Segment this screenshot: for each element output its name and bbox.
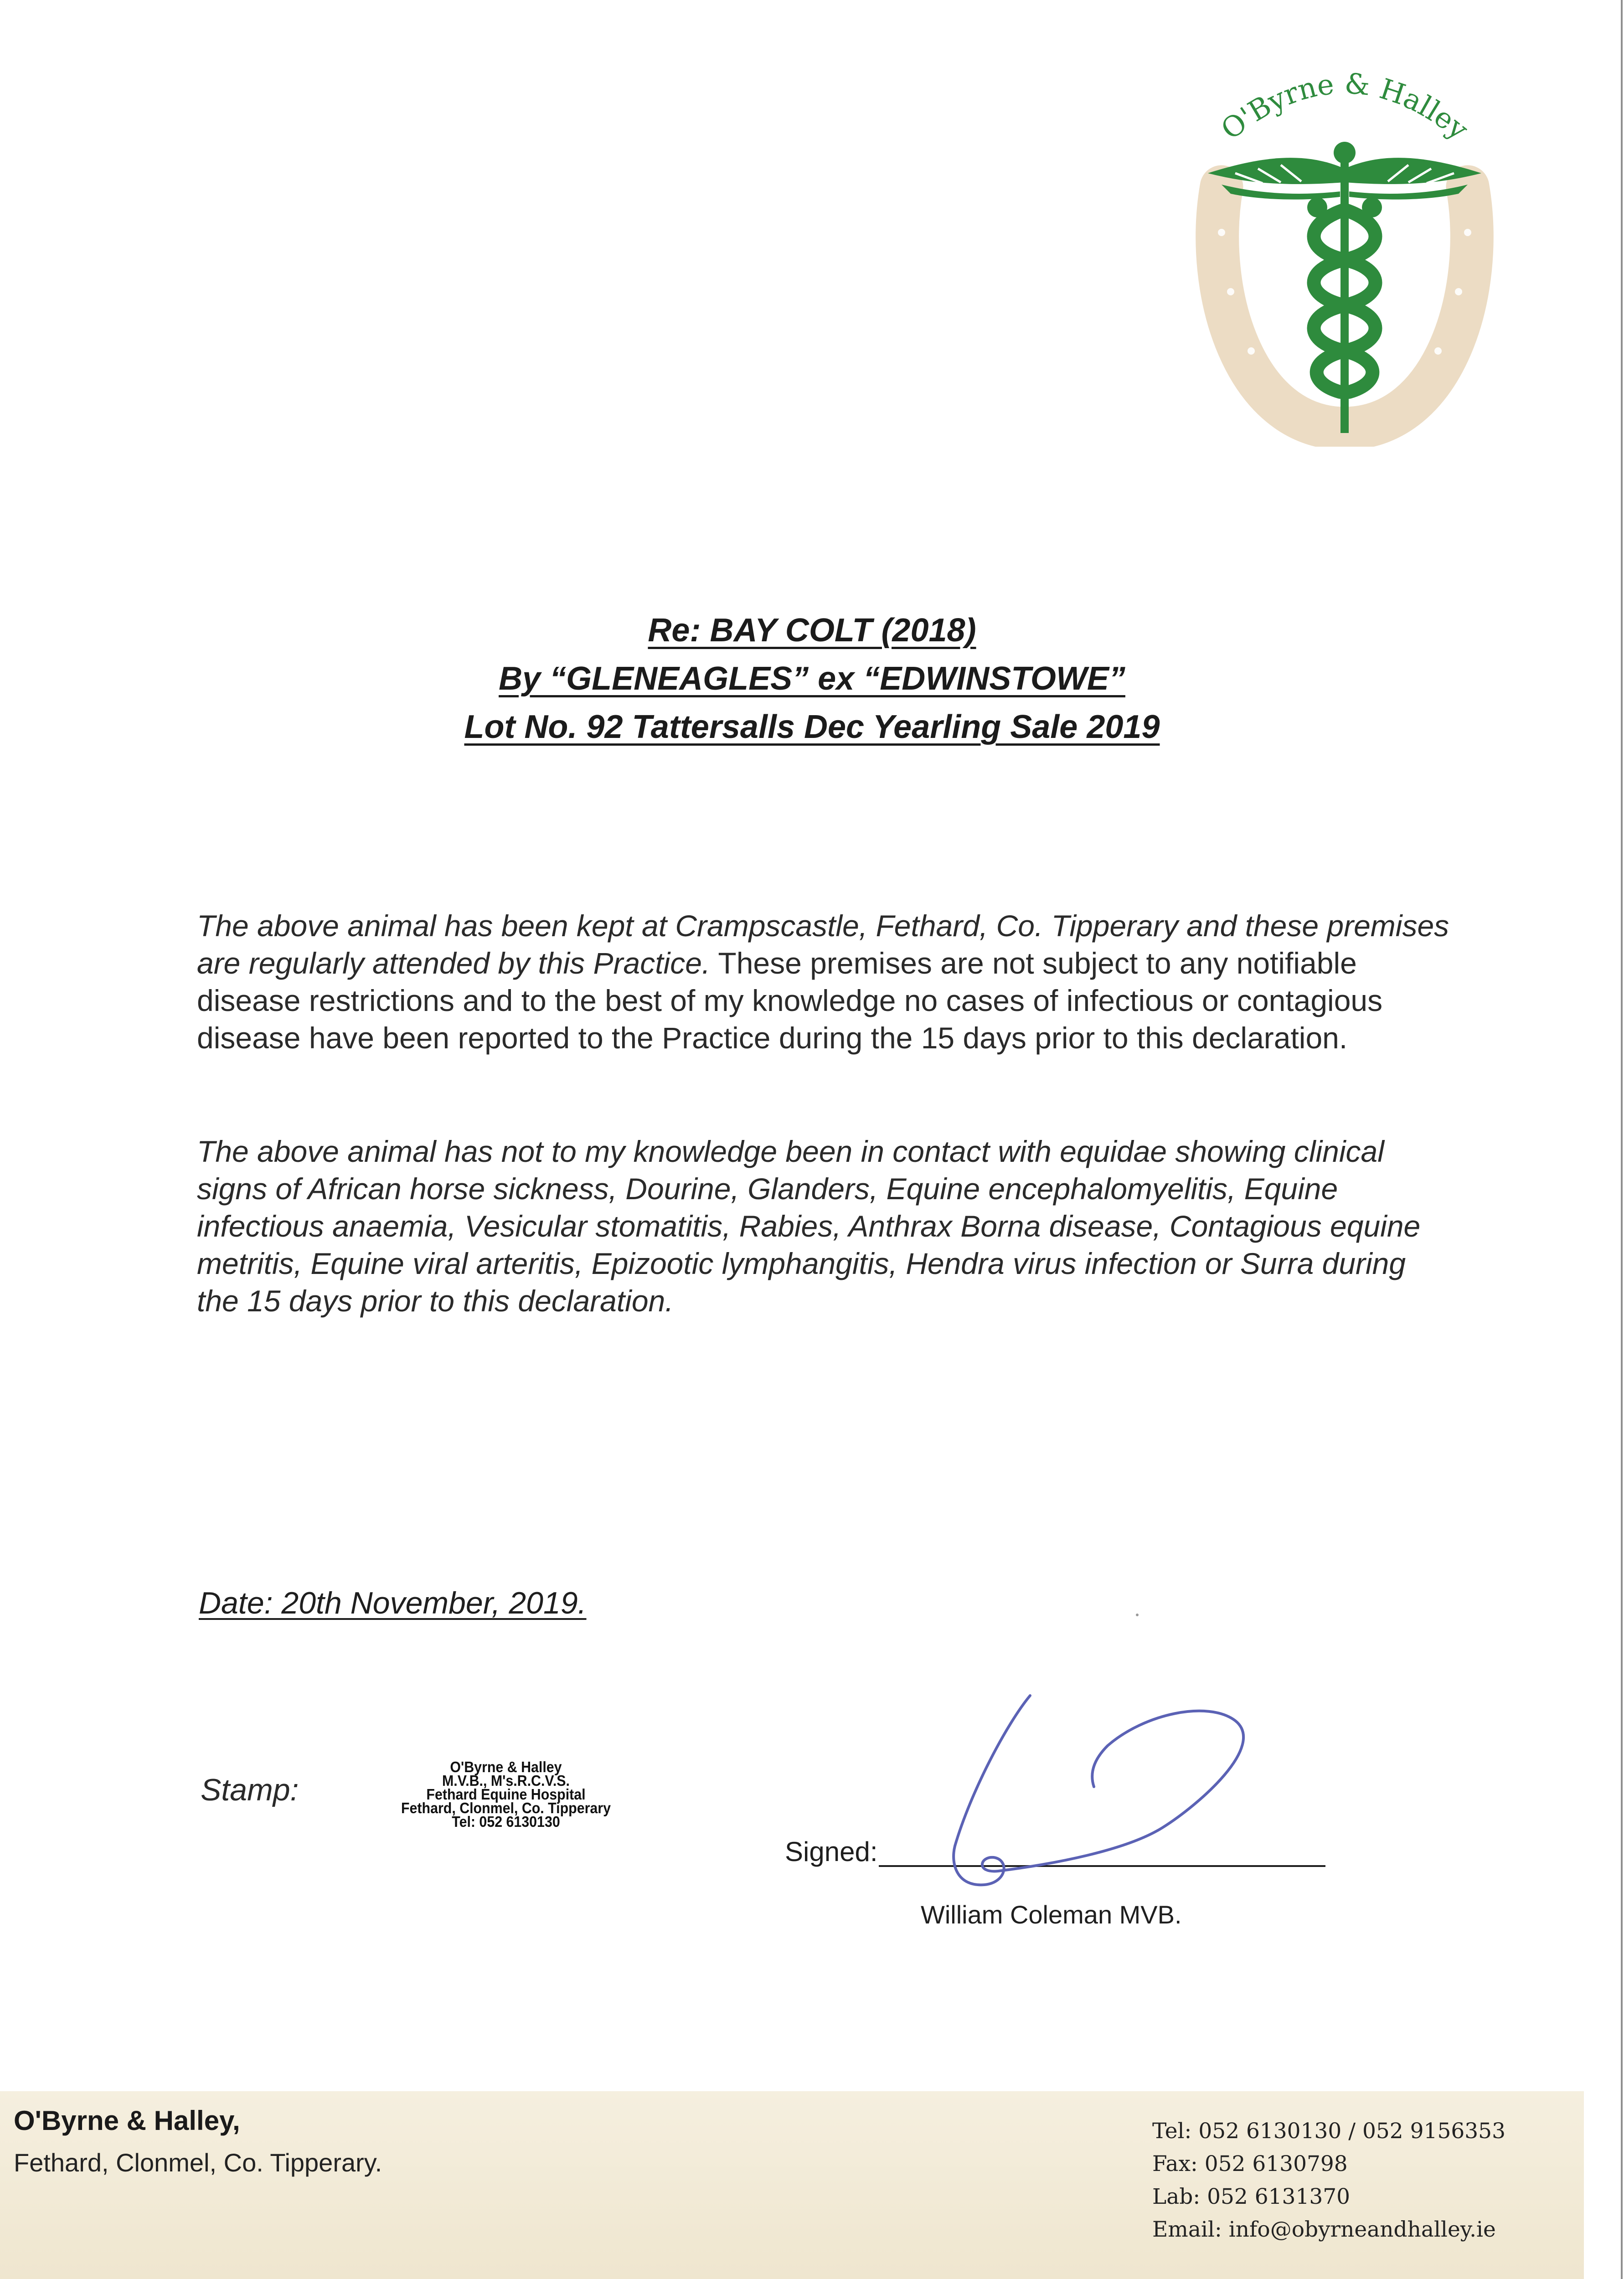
stamp-line: M.V.B., M's.R.C.V.S. [442,1772,570,1789]
signed-label: Signed: [785,1836,878,1867]
footer-practice-name: O'Byrne & Halley, [14,2105,240,2136]
page-edge [1621,0,1623,2279]
heading-pedigree: By “GLENEAGLES” ex “EDWINSTOWE” [499,660,1125,697]
practice-stamp [367,1760,644,1829]
declaration-date: Date: 20th November, 2019. [199,1586,587,1620]
heading-lot: Lot No. 92 Tattersalls Dec Yearling Sale 2019 [464,709,1160,745]
caduceus-horseshoe-icon [1167,36,1522,447]
handwritten-signature [907,1677,1263,1896]
stamp-line: Fethard, Clonmel, Co. Tipperary [401,1799,611,1816]
footer-email: Email: info@obyrneandhalley.ie [1152,2217,1496,2242]
footer-tel: Tel: 052 6130130 / 052 9156353 [1152,2119,1505,2144]
stamp-label: Stamp: [201,1773,299,1807]
heading-subject: Re: BAY COLT (2018) [648,612,976,649]
stamp-line: Fethard Equine Hospital [426,1786,586,1803]
document-heading [0,606,1624,751]
stamp-line: O'Byrne & Halley [450,1758,562,1775]
footer-lab: Lab: 052 6131370 [1152,2184,1351,2209]
paragraph-premises-italic: The above animal has been kept at Crampscastle, Fethard, Co. Tipperary and these premises are regularly attended by this Practice. [197,909,1449,980]
signer-name: William Coleman MVB. [921,1900,1182,1929]
footer-address: Fethard, Clonmel, Co. Tipperary. [14,2148,382,2177]
svg-text:O'Byrne & Halley: O'Byrne & Halley [1215,66,1475,146]
footer-contact [1152,2115,1505,2246]
paragraph-premises-normal: These premises are not subject to any notifiable disease restrictions and to the best of my knowledge no cases of infectious or contagious disease have been reported to the Practice during the 15 days prior to this declaration. [197,946,1383,1055]
paragraph-contact-declaration: The above animal has not to my knowledge been in contact with equidae showing clinical signs of African horse sickness, Dourine, Glanders, Equine encephalomyelitis, Equine infectious anaemia, Vesicular stomatitis, Rabies, Anthrax Borna disease, Contagious equine metritis, Equine viral arteritis, Epizootic lymphangitis, Hendra virus infection or Surra during the 15 days prior to this declaration. [197,1134,1421,1318]
stamp-line: Tel: 052 6130130 [452,1813,560,1830]
practice-logo [1167,36,1522,447]
speck [1136,1614,1139,1616]
footer-fax: Fax: 052 6130798 [1152,2151,1348,2176]
paragraph-premises [197,907,1455,1057]
